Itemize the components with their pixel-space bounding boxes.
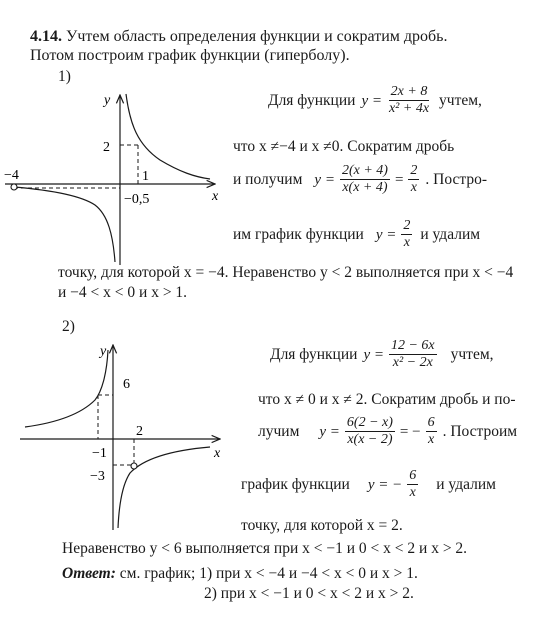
part1-line2: что x ≠−4 и x ≠0. Сократим дробь bbox=[233, 138, 455, 155]
tick-minus-0-5: −0,5 bbox=[124, 192, 150, 207]
part1-simp-frac1: $\frac{2(x + 4)}{x(x + 4)}$ bbox=[341, 163, 388, 195]
tick-minus-1: −1 bbox=[92, 446, 107, 461]
part1-t3: и получим bbox=[233, 170, 303, 188]
part2-graph-func: y = − $\frac{6}{x}$ bbox=[367, 468, 417, 500]
intro-text-2: Потом построим график функции (гиперболу). bbox=[30, 47, 350, 64]
part2-t6: и удалим bbox=[436, 475, 496, 493]
part1-line1 bbox=[268, 84, 482, 117]
hyperbola-right-branch bbox=[126, 94, 210, 179]
part2-t2: учтем, bbox=[450, 345, 494, 363]
part1-label: 1) bbox=[58, 68, 71, 85]
answer-word: Ответ: bbox=[62, 565, 116, 582]
part2-line6: Неравенство y < 6 выполняется при x < −1 и 0 < x < 2 и x > 2. bbox=[62, 540, 468, 557]
part1-y-eq: y = bbox=[361, 92, 382, 109]
part1-simp-frac2: $\frac{2}{x}$ bbox=[410, 163, 418, 195]
part1-line4 bbox=[233, 218, 480, 251]
part2-line1 bbox=[270, 338, 494, 371]
part1-frac-num: 2x + 8 bbox=[390, 84, 428, 99]
part1-t2: учтем, bbox=[439, 91, 482, 109]
part2-t3: лучим bbox=[258, 422, 300, 440]
part1-t1: Для функции bbox=[268, 91, 356, 109]
problem-number: 4.14. bbox=[30, 28, 62, 45]
hyperbola-right-branch bbox=[118, 447, 210, 528]
part1-graph-func: y = $\frac{2}{x}$ bbox=[375, 218, 411, 250]
tick-minus-3: −3 bbox=[90, 469, 105, 484]
part2-t5: график функции bbox=[241, 475, 350, 493]
part1-formula bbox=[361, 84, 433, 117]
part2-formula: y = $\frac{12 - 6x}{\text{x² − 2x}}$ bbox=[363, 338, 435, 370]
tick-minus-4: −4 bbox=[4, 168, 19, 183]
part2-t1: Для функции bbox=[270, 345, 358, 363]
hyperbola-left-branch bbox=[14, 187, 115, 262]
part2-line3 bbox=[258, 415, 517, 448]
answer-text-1: см. график; 1) при x < −4 и −4 < x < 0 и x > 1. bbox=[115, 565, 418, 582]
part1-graph bbox=[0, 80, 230, 270]
part1-frac-den: x² + 4x bbox=[388, 101, 430, 116]
answer-line2: 2) при x < −1 и 0 < x < 2 и x > 2. bbox=[204, 585, 414, 602]
part2-simplify: y = $\frac{6(2 - x)}{x(x - 2)}$ = − $\frac{6}{x}$ bbox=[319, 415, 435, 447]
part2-line5: точку, для которой x = 2. bbox=[241, 517, 403, 534]
part1-line3 bbox=[233, 163, 487, 196]
tick-1: 1 bbox=[142, 169, 149, 184]
part2-graph bbox=[0, 335, 235, 535]
tick-2: 2 bbox=[103, 140, 110, 155]
part1-line6: и −4 < x < 0 и x > 1. bbox=[58, 284, 188, 301]
problem-intro-line1 bbox=[30, 28, 447, 46]
part2-line2: что x ≠ 0 и x ≠ 2. Сократим дробь и по- bbox=[258, 391, 516, 408]
intro-text-1: Учтем область определения функции и сократим дробь. bbox=[66, 28, 448, 45]
part2-t4: . Построим bbox=[442, 422, 518, 440]
part1-line5: точку, для которой x = −4. Неравенство y < 2 выполняется при x < −4 bbox=[58, 264, 514, 281]
removed-point bbox=[131, 463, 137, 469]
part1-t6: и удалим bbox=[420, 225, 481, 243]
part1-t5: им график функции bbox=[233, 225, 364, 243]
part2-line4 bbox=[241, 468, 496, 501]
part2-label: 2) bbox=[62, 318, 75, 335]
tick-6: 6 bbox=[123, 377, 130, 392]
hyperbola-left-branch bbox=[25, 350, 108, 427]
y-axis-label: y bbox=[100, 344, 107, 359]
x-axis-label: x bbox=[212, 189, 219, 204]
part1-simplify: y = $\frac{2(x + 4)}{x(x + 4)}$ = $\frac{2}{x}$ bbox=[314, 163, 418, 195]
tick-2: 2 bbox=[136, 424, 143, 439]
part2-fraction: $\frac{12 - 6x}{\text{x² − 2x}}$ bbox=[390, 338, 435, 370]
part1-fraction bbox=[387, 84, 431, 117]
x-axis-label: x bbox=[214, 446, 221, 461]
part1-t4: . Постро- bbox=[425, 170, 487, 188]
y-axis-label: y bbox=[104, 93, 111, 108]
answer-line1 bbox=[62, 565, 418, 583]
removed-point bbox=[11, 184, 17, 190]
